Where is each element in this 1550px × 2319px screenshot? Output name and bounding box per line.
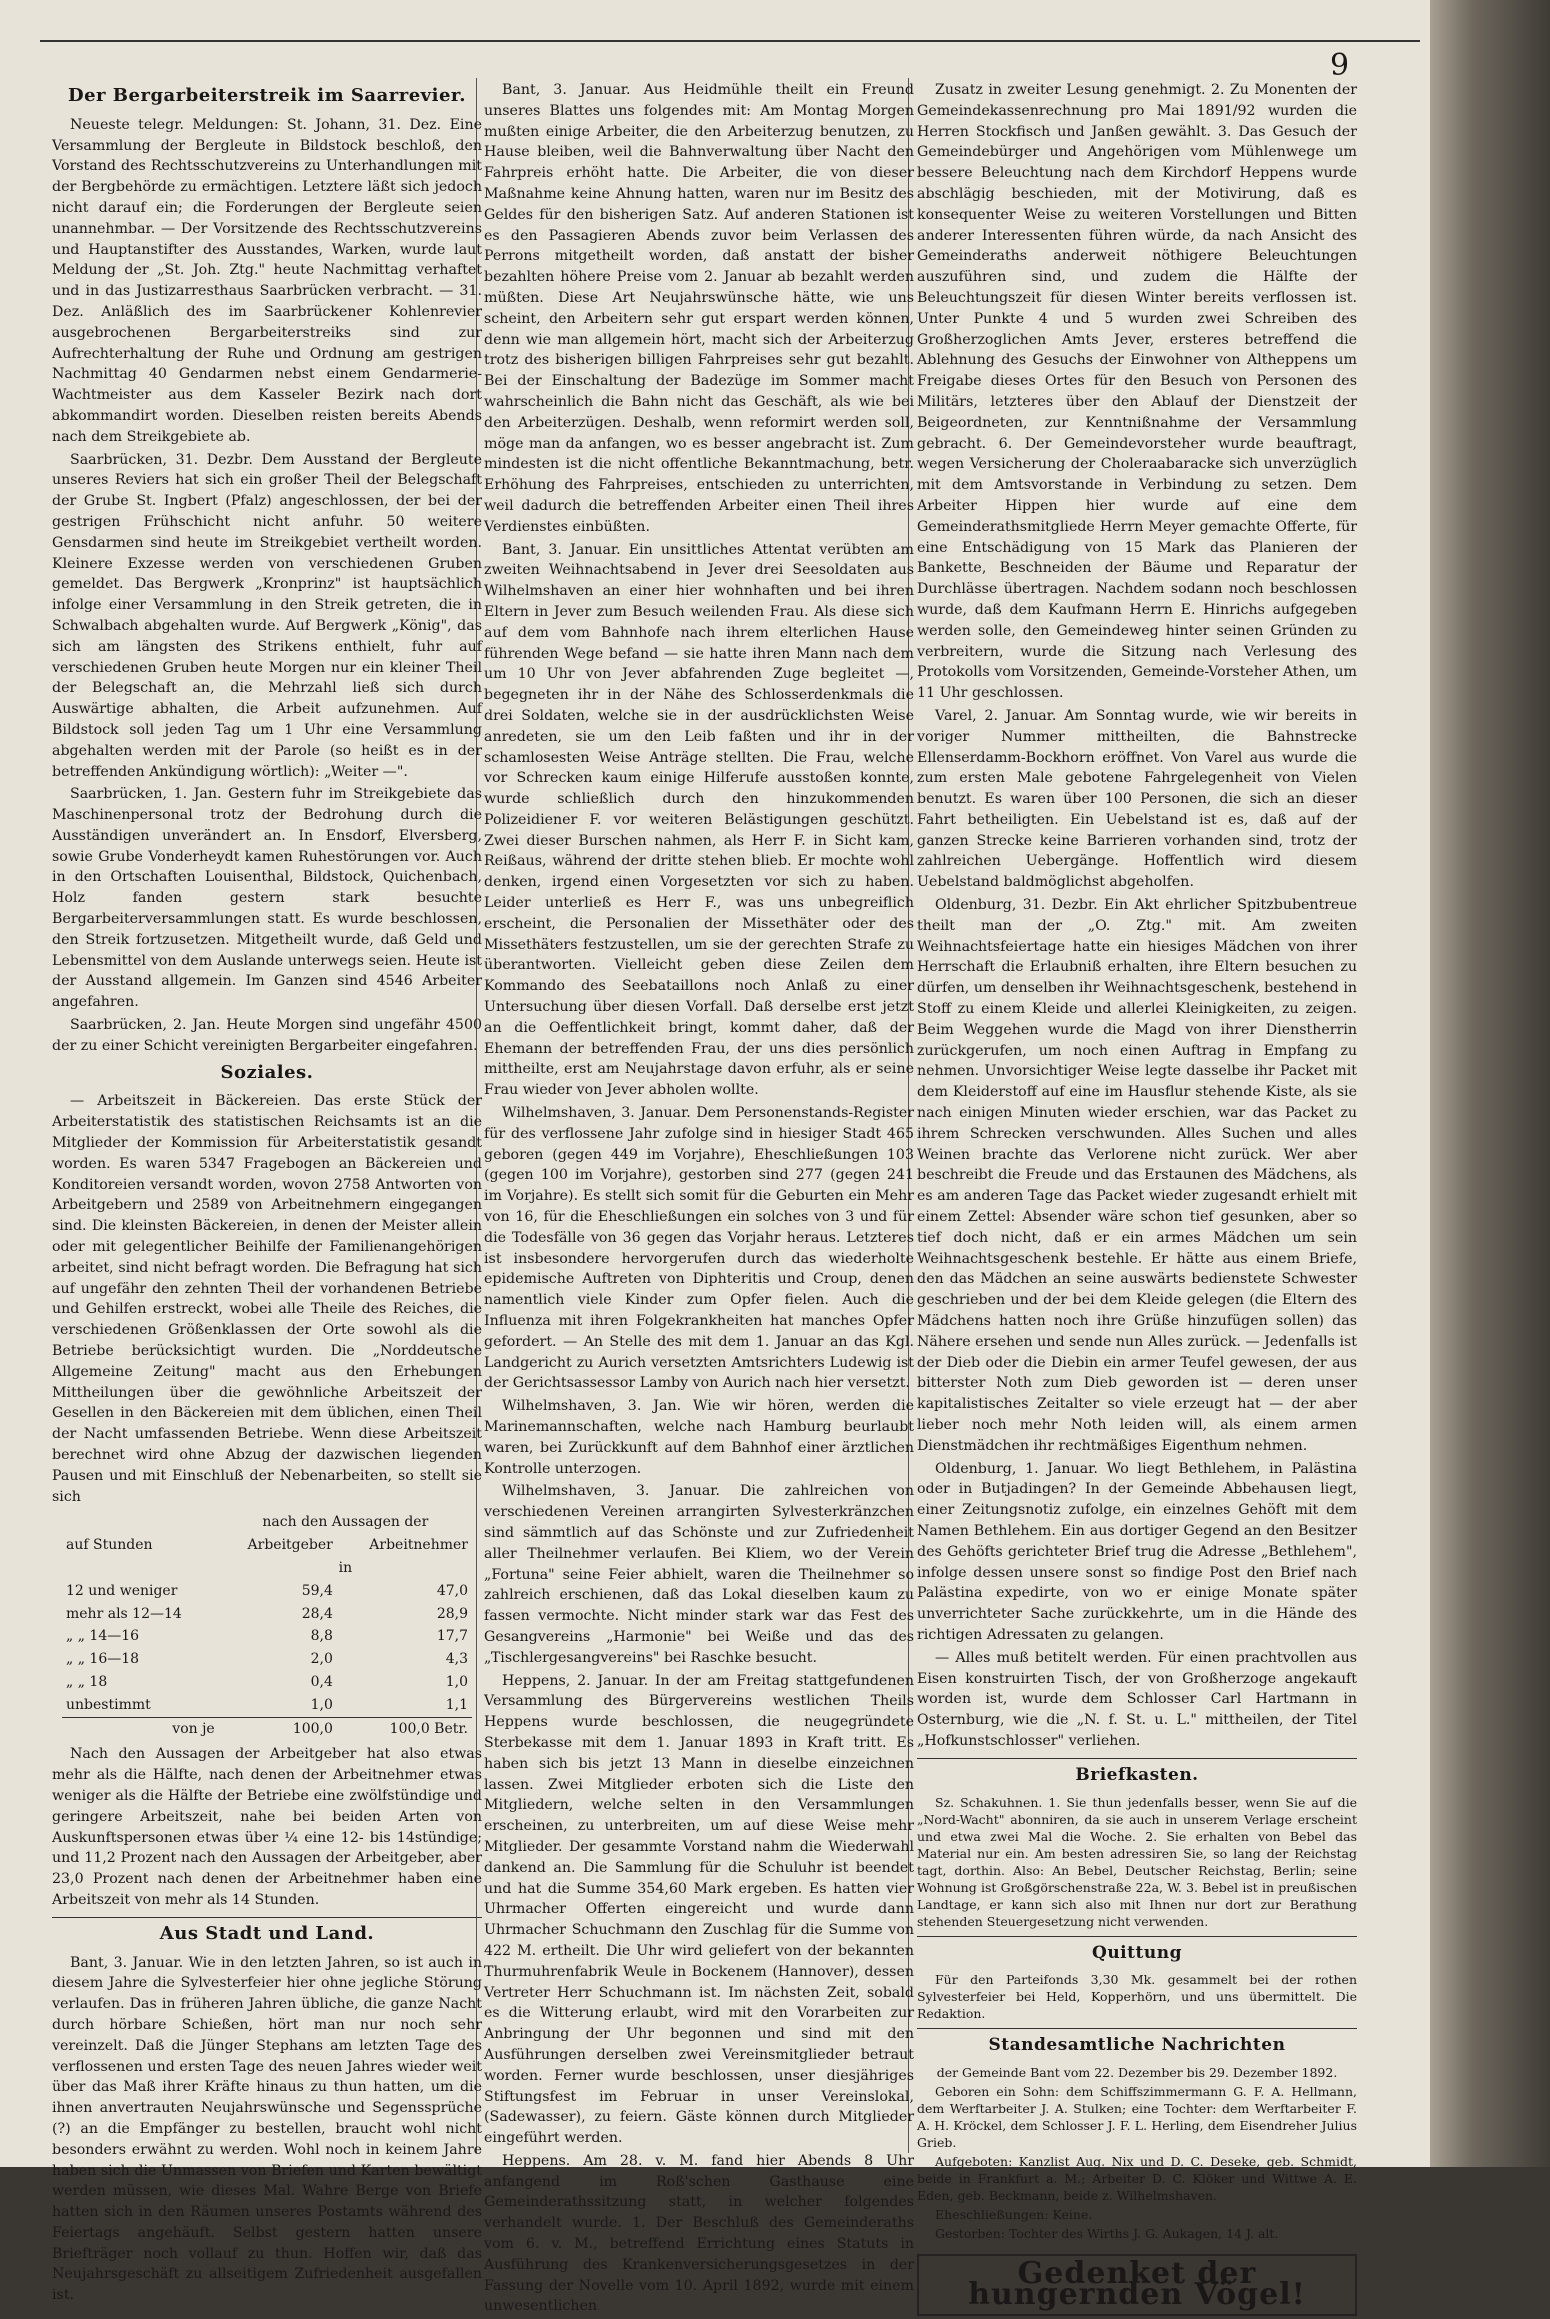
article-paragraph: Saarbrücken, 1. Jan. Gestern fuhr im Streikgebiete das Maschinenpersonal trotz der Bedrohung durch die Ausständigen unverändert an. In Ensdorf, Elversberg, sowie Grube Vonderheydt kamen Ruhestörungen vor. Auch in den Ortschaften Louisenthal, Bildstock, Quichenbach, Holz fanden gestern stark besuchte Bergarbeiterversammlungen statt. Es wurde beschlossen, den Streik fortzusetzen. Mitgetheilt wurde, daß Geld und Lebensmittel von dem Auslande unterwegs seien. Heute ist der Ausstand allgemein. Im Ganzen sind 4546 Arbeiter angefahren. (52, 786, 482, 1011)
standesamt-gestorben: Gestorben: Tochter des Wirths J. G. Aukagen, 14 J. alt. (935, 2226, 1279, 2242)
quittung-text: Für den Parteifonds 3,30 Mk. gesammelt bei der rothen Sylvesterfeier bei Held, Kopperhörn, und uns übermittelt. Die Redaktion. (917, 1972, 1357, 2022)
headline-briefkasten: Briefkasten. (1075, 1764, 1199, 1785)
article-paragraph: Bant, 3. Januar. Aus Heidmühle theilt ein Freund unseres Blattes uns folgendes mit: Am Montag Morgen mußten einige Arbeiter, die den Arbeiterzug benutzen, zu Hause bleiben, weil die Bahnverwaltung über Nacht den Fahrpreis erhöht hatte. Die Arbeiter, die von dieser Maßnahme keine Ahnung hatten, waren nur im Besitz des Geldes für den bisherigen Satz. Auf anderen Stationen ist es den Passagieren Abends zuvor beim Verlassen des Perrons mitgetheilt worden, daß anstatt der bisher bezahlten höhere Preise vom 2. Januar ab bezahlt werden müßten. Diese Art Neujahrswünsche hätte, wie uns scheint, den Arbeitern sehr gut erspart werden können, denn wie man allgemein hört, macht sich der Arbeiterzug trotz des bisherigen billigen Fahrpreises sehr gut bezahlt. Bei der Einschaltung der Badezüge im Sommer macht wahrscheinlich die Bahn nicht das Geschäft, als wie bei den Arbeiterzügen. Deshalb, wenn reformirt werden soll, möge man da anfangen, wo es besser angebracht ist. Zum mindesten ist die nicht offentliche Bekanntmachung, betr. Erhöhung des Fahrpreises, entschieden zu unterrichten, weil dadurch die betreffenden Arbeiter einen Theil ihres Verdienstes einbüßten. (484, 82, 914, 535)
article-paragraph: Heppens, 2. Januar. In der am Freitag stattgefundenen Versammlung des Bürgervereins westlichen Theils Heppens wurde beschlossen, die neugegründete Sterbekasse mit dem 1. Januar 1893 in Kraft tritt. Es haben sich bis jetzt 13 Mann in dieselbe einzeichnen lassen. Zwei Mitglieder erboten sich die Liste den Mitgliedern, welche selten in den Versammlungen erscheinen, zu unterbreiten, um auf diese Weise mehr Mitglieder. Der gesammte Vorstand nahm die Wiederwahl dankend an. Die Sammlung für die Schuluhr ist beendet und hat die Summe 354,60 Mark ergeben. Es hatten vier Uhrmacher Offerten eingereicht und wurde dann Uhrmacher Schuchmann den Zuschlag für die Summe von 422 M. ertheilt. Die Uhr wird geliefert von der bekannten Thurmuhrenfabrik Weule in Bockenem (Hannover), dessen Vertreter Herr Schuchmann ist. Im nächsten Zeit, sobald es die Witterung erlaubt, wird mit den Vorarbeiten zur Anbringung der Uhr begonnen und sind mit den Ausführungen derselben zwei Vereinsmitglieder betraut worden. Ferner wurde beschlossen, unser diesjähriges Stiftungsfest im Februar in unser Vereinslokal, (Sadewasser), zu feiern. Gäste können durch Mitglieder eingeführt werden. (484, 1672, 914, 2147)
divider (917, 2028, 1357, 2029)
table-caption: nach den Aussagen der (262, 1514, 429, 1531)
headline-streik: Der Bergarbeiterstreik im Saarrevier. (67, 85, 467, 106)
table-row: 12 und weniger 59,4 47,0 (66, 1582, 468, 1599)
table-row: „ „ 14—16 8,8 17,7 (66, 1628, 468, 1645)
page-number: 9 (1330, 48, 1350, 83)
column-1 (52, 80, 482, 2308)
column-3 (917, 80, 1357, 2316)
article-paragraph: Oldenburg, 31. Dezbr. Ein Akt ehrlicher Spitzbubentreue theilt man der „O. Ztg." mit. Am zweiten Weihnachtsfeiertage hatte ein hiesiges Mädchen von ihrer Herrschaft die Erlaubniß erhalten, ihre Eltern besuchen zu dürfen, um denselben ihr Weihnachtsgeschenk, bestehend in Stoff zu einem Kleide und allerlei Kleinigkeiten, zu zeigen. Beim Weggehen wurde die Magd von ihrer Dienstherrin zurückgerufen, um noch einen Auftrag in Empfang zu nehmen. Unvorsichtiger Weise legte dasselbe ihr Packet mit dem Kleiderstoff auf eine im Hausflur stehende Kiste, als sie nach einigen Minuten wieder erschien, war das Packet zu ihrem Schrecken verschwunden. Alles Suchen und alles Weinen brachte das Verlorene nicht zurück. Wer aber beschreibt die Freude und das Erstaunen des Mädchens, als es am anderen Tage das Packet wieder zugesandt erhielt mit einem Zettel: Absender wäre schon tief gesunken, aber so tief doch nicht, daß er ein armes Mädchen um sein Weihnachtsgeschenk bestehle. Er hätte aus einem Briefe, den das Mädchen an seine auswärts bedienstete Schwester geschrieben und der bei dem Kleide gelegen (die Eltern des Mädchens hatten noch ihre Grüße hinzufügen sollen) das Nähere ersehen und sende nun Alles zurück. — Jedenfalls ist der Dieb oder die Diebin ein armer Teufel gewesen, der aus bitterster Noth zum Dieb geworden ist — deren unser kapitalistisches Zeitalter so viele erzeugt hat — der aber lieber noch mehr Noth leiden will, als einem armen Dienstmädchen ihr rechtmäßiges Eigenthum nehmen. (917, 897, 1357, 1454)
column-2 (484, 80, 914, 2319)
table-col-header: Arbeitgeber (247, 1537, 333, 1554)
table-col-header: Arbeitnehmer (369, 1537, 468, 1554)
article-paragraph: Heppens. Am 28. v. M. fand hier Abends 8 Uhr anfangend im Roß'schen Gasthause eine Gemeinderathssitzung statt, in welcher folgendes verhandelt wurde. 1. Der Beschluß des Gemeinderaths vom 6. v. M., betreffend Errichtung eines Statuts in Ausführung des Krankenversicherungsgesetzes in der Fassung der Novelle vom 10. April 1892, wurde mit einem unwesentlichen (484, 2152, 914, 2315)
standesamt-eheschliessungen: Eheschließungen: Keine. (935, 2207, 1093, 2223)
divider (52, 1917, 482, 1918)
table-row: „ „ 16—18 2,0 4,3 (66, 1651, 468, 1668)
briefkasten-text: Sz. Schakuhnen. 1. Sie thun jedenfalls besser, wenn Sie auf die „Nord-Wacht" abonniren, da sie auch in unserem Verlage erscheint und etwa zwei Mal die Woche. 2. Sie erhalten von Bebel das Material nur ein. Am besten adressiren Sie, so lang der Reichstag tagt, dorthin. Also: An Bebel, Deutscher Reichstag, Berlin; seine Wohnung ist Großgörschenstraße 22a, W. 3. Bebel ist in preußischen Landtage, er kann sich also mit Ihnen nur dort zur Berathung stehenden Steuergesetzung nicht verwenden. (917, 1794, 1357, 1929)
standesamt-geboren: Geboren ein Sohn: dem Schiffszimmermann G. F. A. Hellmann, dem Werftarbeiter J. A. Stulken; eine Tochter: dem Werftarbeiter F. A. H. Kröckel, dem Schlosser J. F. L. Herling, dem Eisendreher Julius Grieb. (917, 2084, 1357, 2151)
headline-stadt-land: Aus Stadt und Land. (159, 1922, 375, 1944)
table-total-row: von je 100,0 100,0 Betr. (62, 1717, 472, 1740)
book-edge (1430, 0, 1550, 2167)
standesamt-aufgeboten: Aufgeboten: Kanzlist Aug. Nix und D. C. Deseke, geb. Schmidt, beide in Frankfurt a. M.; Arbeiter D. C. Klöker und Wittwe A. E. Eden, geb. Beckmann, beide z. Wilhelmshaven. (917, 2154, 1357, 2204)
headline-standesamt: Standesamtliche Nachrichten (988, 2035, 1286, 2056)
article-paragraph: Wilhelmshaven, 3. Jan. Wie wir hören, werden die Marinemannschaften, welche nach Hamburg beurlaubt waren, bei Zurückkunft auf dem Bahnhof einer ärztlichen Kontrolle unterzogen. (484, 1398, 914, 1477)
article-paragraph: Bant, 3. Januar. Ein unsittliches Attentat verübten am zweiten Weihnachtsabend in Jever drei Seesoldaten aus Wilhelmshaven an einer hier wohnhaften und bei ihren Eltern in Jever zum Besuch weilenden Frau. Als diese sich auf dem vom Bahnhofe nach ihrem elterlichen Hause führenden Wege befand — sie hatte ihren Mann nach dem um 10 Uhr von Jever abfahrenden Zuge begleitet —, begegneten ihr in der Nähe des Schlosserdenkmals die drei Soldaten, welche sie in der ausdrücklichsten Weise anredeten, sie um den Leib faßten und ihr in der schamlosesten Weise Anträge stellten. Die Frau, welche vor Schrecken kaum einige Hilferufe ausstoßen konnte, wurde schließlich durch den hinzukommenden Polizeidiener F. vor weiteren Belästigungen geschützt. Zwei dieser Burschen nahmen, als Herr F. in Sicht kam, Reißaus, während der dritte stehen blieb. Er mochte wohl denken, irgend einen Vorgesetzten vor sich zu haben. Leider unterließ es Herr F., was uns unbegreiflich erscheint, die Personalien der Missethäter oder des Missethäters festzustellen, um sie der gerechten Strafe zu überantworten. Vielleicht geben diese Zeilen dem Kommando des Seebataillons noch Anlaß zu einer Untersuchung über diesen Vorfall. Daß derselbe erst jetzt an die Oeffentlichkeit bringt, kommt daher, daß der Ehemann der betreffenden Frau, der uns dies persönlich mittheilte, erst am Neujahrstage davon erfuhr, als er seine Frau wieder von Jever abholen wollte. (484, 541, 914, 1099)
headline-soziales: Soziales. (220, 1061, 314, 1083)
article-paragraph: Neueste telegr. Meldungen: St. Johann, 31. Dez. Eine Versammlung der Bergleute in Bildstock beschloß, den Vorstand des Rechtsschutzvereins zu Unterhandlungen mit der Bergbehörde zu ermächtigen. Letztere läßt sich jedoch nicht darauf ein; die Forderungen der Bergleute seien unannehmbar. — Der Vorsitzende des Rechtsschutzvereins und Hauptanstifter des Ausstandes, Warken, wurde laut Meldung der „St. Joh. Ztg." heute Nachmittag verhaftet und in das Justizarresthaus Saarbrücken verbracht. — 31. Dez. Anläßlich des im Saarbrückener Kohlenrevier ausgebrochenen Bergarbeiterstreiks sind zur Aufrechterhaltung der Ruhe und Ordnung am gestrigen Nachmittag 40 Gendarmen nebst einem Gendarmerie-Wachtmeister aus dem Kasseler Bezirk nach dort abkommandirt worden. Dieselben reisten bereits Abends nach dem Streikgebiete ab. (52, 116, 482, 445)
article-paragraph: — Arbeitszeit in Bäckereien. Das erste Stück der Arbeiterstatistik des statistischen Reichsamts ist an die Mitglieder der Kommission für Arbeiterstatistik gesandt worden. Es waren 5347 Fragebogen an Bäckereien und Konditoreien versandt worden, wovon 2758 Antworten von Arbeitgebern und 2589 von Arbeitnehmern eingegangen sind. Die kleinsten Bäckereien, in denen der Meister allein oder mit gelegentlicher Beihilfe der Familienangehörigen arbeitet, sind nicht befragt worden. Die Befragung hat sich auf ungefähr den zehnten Theil der vorhandenen Betriebe und Gehilfen erstreckt, wobei alle Theile des Reiches, die verschiedenen Größenklassen der Orte sowohl als die Betriebe berücksichtigt wurden. Die „Norddeutsche Allgemeine Zeitung" macht aus den Erhebungen Mittheilungen über die gewöhnliche Arbeitszeit der Gesellen in den Bäckereien mit dem üblichen, einen Theil der Nacht umfassenden Betriebe. Wenn diese Arbeitszeit berechnet wird ohne Abzug der dazwischen liegenden Pausen und mit Einschluß der Nebenarbeiten, so stellt sie sich (52, 1093, 482, 1505)
article-paragraph: Saarbrücken, 2. Jan. Heute Morgen sind ungefähr 4500 der zu einer Schicht vereinigten Bergarbeiter eingefahren. (52, 1017, 482, 1054)
article-paragraph: Wilhelmshaven, 3. Januar. Dem Personenstands-Register für des verflossene Jahr zufolge sind in hiesiger Stadt 465 geboren (gegen 449 im Vorjahre), Eheschließungen 103 (gegen 100 im Vorjahre), gestorben sind 277 (gegen 241 im Vorjahre). Es stellt sich somit für die Geburten ein Mehr von 16, für die Eheschließungen ein solches von 3 und für die Todesfälle von 36 gegen das Vorjahr heraus. Letzteres ist insbesondere hervorgerufen durch das wiederholte epidemische Auftreten von Diphteritis und Croup, denen namentlich viele Kinder zum Opfer fielen. Auch die Influenza mit ihren Folgekrankheiten hat manches Opfer gefordert. — An Stelle des mit dem 1. Januar an das Kgl. Landgericht zu Aurich versetzten Amtsrichters Ludewig ist der Gerichtsassessor Lamby von Aurich nach hier versetzt. (484, 1105, 914, 1392)
article-paragraph: Zusatz in zweiter Lesung genehmigt. 2. Zu Monenten der Gemeindekassenrechnung pro Mai 1891/92 wurden die Herren Stockfisch und Janßen gewählt. 3. Das Gesuch der Gemeindebürger und Angehörigen vom Mühlenwege um bessere Beleuchtung nach dem Kirchdorf Heppens wurde abschlägig beschieden, mit der Motivirung, daß es konsequenter Weise zu weiteren Vorstellungen und Bitten anderer Interessenten führen würde, da nach Ansicht des Gemeinderaths anderweit nöthigere Beleuchtungen auszuführen sind, und zudem die Hälfte der Beleuchtungszeit für diesen Winter bereits verflossen ist. Unter Punkte 4 und 5 wurden zwei Schreiben des Großherzoglichen Amts Jever, ersteres betreffend die Ablehnung des Gesuchs der Einwohner von Altheppens um Freigabe dieses Ortes für den Besuch von Personen des Militärs, letzteres über den Ablauf der Dienstzeit der Beigeordneten, zur Kenntnißnahme der Versammlung gebracht. 6. Der Gemeindevorsteher wurde beauftragt, wegen Versicherung der Choleraabaracke sich unverzüglich mit dem Amtsvorstande in Verbindung zu setzen. Dem Arbeiter Hippen hier wurde auf eine dem Gemeinderathsmitgliede Herrn Meyer gemachte Offerte, für eine Entschädigung von 15 Mark das Planieren der Bankette, Beschneiden der Bäume und Reparatur der Durchlässe übertragen. Nachdem sodann noch beschlossen wurde, daß dem Kaufmann Herrn E. Hinrichs aufgegeben werden solle, den Gemeindeweg hinter seinen Gründen zu verbreitern, wurde die Sitzung nach Verlesung des Protokolls vom Vorsitzenden, Gemeinde-Vorsteher Athen, um 11 Uhr geschlossen. (917, 82, 1357, 702)
table-in: in (338, 1559, 353, 1576)
divider (917, 1758, 1357, 1759)
article-paragraph: Wilhelmshaven, 3. Januar. Die zahlreichen von verschiedenen Vereinen arrangirten Sylvesterkränzchen sind sämmtlich auf das Schönste und zur Zufriedenheit aller Theilnehmer verlaufen. Bei Kliem, wo der Verein „Fortuna" seine Feier abhielt, waren die Theilnehmer so zahlreich erschienen, daß das Lokal dieselben kaum zu fassen vermochte. Nicht minder stark war das Fest des Gesangvereins „Harmonie" bei Weiße und das des „Tischlergesangvereins" bei Raschke besucht. (484, 1483, 914, 1666)
article-paragraph: Saarbrücken, 31. Dezbr. Dem Ausstand der Bergleute unseres Reviers hat sich ein großer Theil der Belegschaft der Grube St. Ingbert (Pfalz) angeschlossen, der bei der gestrigen Frühschicht nicht anfuhr. 50 weitere Gensdarmen sind heute im Streikgebiet vertheilt worden. Kleinere Exzesse werden von verschiedenen Gruben gemeldet. Das Bergwerk „Kronprinz" ist hauptsächlich infolge einer Versammlung in den Streik getreten, die in Schwalbach abgehalten wurde. Auf Bergwerk „König", das sich am längsten des Strikens enthielt, fuhr auf verschiedenen Gruben heute Morgen nur ein kleiner Theil der Belegschaft an, die Mehrzahl ließ sich durch Auswärtige abhalten, die Arbeit aufzunehmen. Auf Bildstock soll jeden Tag um 1 Uhr eine Versammlung abgehalten werden mit der Parole (so heißt es in der betreffenden Ankündigung wörtlich): „Weiter —". (52, 451, 482, 780)
article-paragraph: Varel, 2. Januar. Am Sonntag wurde, wie wir bereits in voriger Nummer mittheilten, die Bahnstrecke Ellenserdamm-Bockhorn eröffnet. Von Varel aus wurde die zum ersten Male gebotene Fahrgelegenheit von Vielen benutzt. Es waren über 100 Personen, die sich an dieser Fahrt betheiligten. Ein Uebelstand ist es, daß auf der ganzen Strecke keine Barrieren vorhanden sind, trotz der zahlreichen Uebergänge. Hoffentlich wird diesem Uebelstand baldmöglichst abgeholfen. (917, 707, 1357, 891)
footer-notice: Gedenket der hungernden Vögel! (917, 2254, 1357, 2316)
divider (917, 1936, 1357, 1937)
headline-quittung: Quittung (1092, 1942, 1182, 1963)
table-row: mehr als 12—14 28,4 28,9 (66, 1605, 468, 1622)
article-paragraph: — Alles muß betitelt werden. Für einen prachtvollen aus Eisen konstruirten Tisch, der von Großherzoge angekauft worden ist, wurde dem Schlosser Carl Hartmann in Osternburg, wie die „N. f. St. u. L." mittheilen, der Titel „Hofkunstschlosser" verliehen. (917, 1649, 1357, 1749)
table-row-header: auf Stunden (66, 1537, 153, 1554)
article-paragraph: Nach den Aussagen der Arbeitgeber hat also etwas mehr als die Hälfte, nach denen der Arbeitnehmer etwas weniger als die Hälfte der Betriebe eine zwölfstündige und geringere Arbeitszeit, nahe bei beiden Arten von Auskunftspersonen etwas über ¼ eine 12- bis 14stündige; und 11,2 Prozent nach den Aussagen der Arbeitgeber, aber 23,0 Prozent nach denen der Arbeitnehmer haben eine Arbeitszeit von mehr als 14 Stunden. (52, 1746, 482, 1908)
table-row: unbestimmt 1,0 1,1 (66, 1696, 468, 1713)
table-row: „ „ 18 0,4 1,0 (66, 1673, 468, 1690)
standesamt-period: der Gemeinde Bant vom 22. Dezember bis 29. Dezember 1892. (936, 2065, 1338, 2081)
article-paragraph: Oldenburg, 1. Januar. Wo liegt Bethlehem, in Palästina oder in Butjadingen? In der Gemeinde Abbehausen liegt, einer Zeitungsnotiz zufolge, ein einzelnes Gehöft mit dem Namen Bethlehem. Ein aus dortiger Gegend an den Besitzer des Gehöfts gerichteter Brief trug die Adresse „Bethlehem", infolge dessen unsere sonst so findige Post den Brief nach Palästina expedirte, von wo er einige Monate später unverrichteter Sache zurückkehrte, um in die Hände des richtigen Adressaten zu gelangen. (917, 1460, 1357, 1643)
article-paragraph: Bant, 3. Januar. Wie in den letzten Jahren, so ist auch in diesem Jahre die Sylvesterfeier hier ohne jegliche Störung verlaufen. Das in früheren Jahren übliche, die ganze Nacht durch hörbare Schießen, hört man nur noch sehr vereinzelt. Daß die Jünger Stephans am letzten Tage des verflossenen und ersten Tage des neuen Jahres wieder weit über das Maß ihrer Kräfte hinaus zu thun hatten, um die ihnen anvertrauten Neujahrswünsche und Segenssprüche (?) an die Empfänger zu bestellen, braucht wohl nicht besonders erwähnt zu werden. Wohl noch in keinem Jahre haben sich die Unmassen von Briefen und Karten bewältigt werden müssen, wie dieses Mal. Wahre Berge von Briefe hatten sich in den Räumen unseres Postamts während des Feiertags angehäuft. Selbst gestern hatten unsere Briefträger noch vollauf zu thun. Hoffen wir, daß das Neujahrsgeschäft zu allseitigem Zufriedenheit ausgefallen ist. (52, 1954, 482, 2304)
top-rule (40, 40, 1420, 42)
working-hours-table (62, 1511, 472, 1740)
